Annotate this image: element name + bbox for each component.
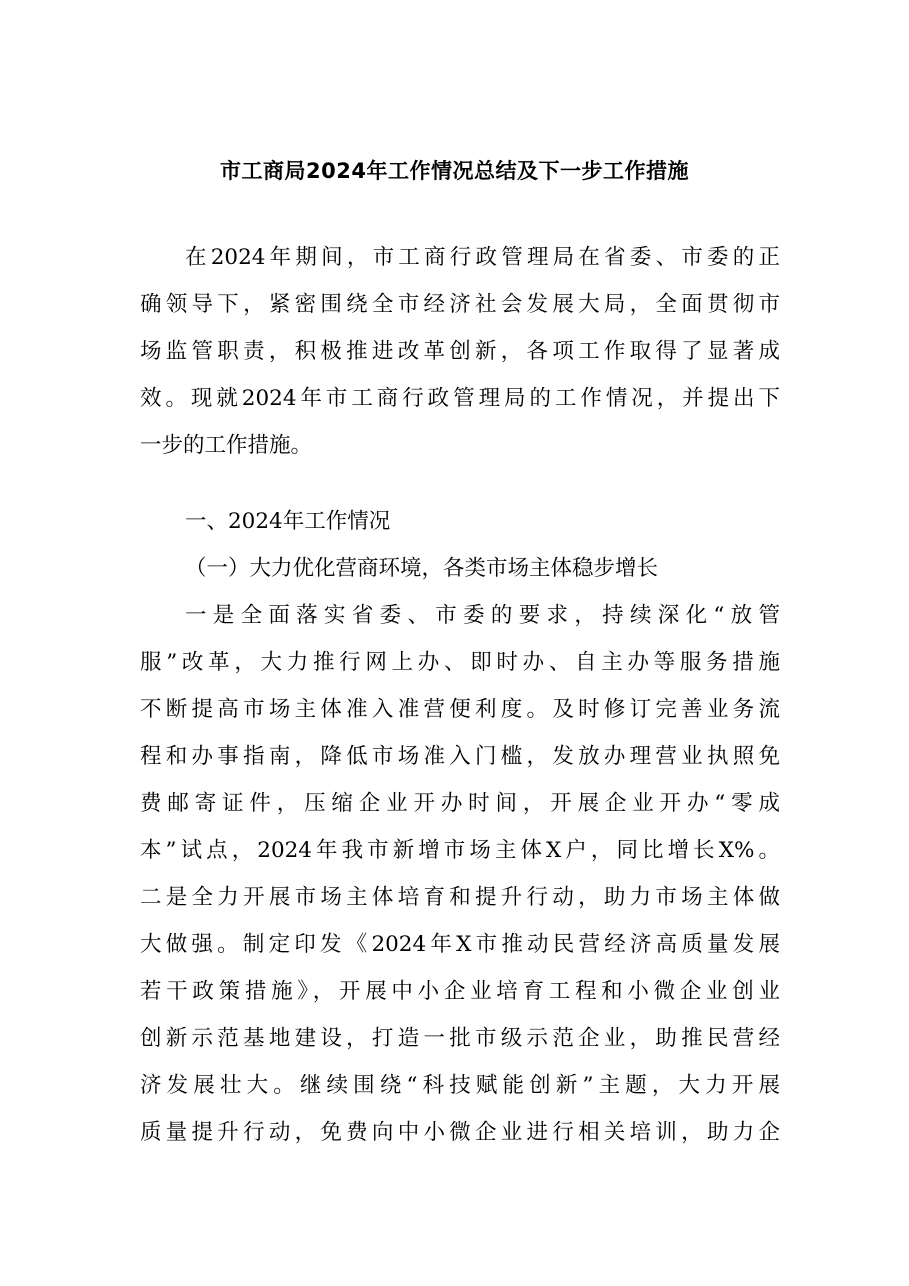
body-line: 质量提升行动，免费向中小微企业进行相关培训，助力企 [140, 1120, 780, 1145]
document-title: 市工商局2024年工作情况总结及下一步工作措施 [220, 159, 689, 183]
body-line: 服”改革，大力推行网上办、即时办、自主办等服务措施 [140, 650, 780, 675]
subsection-heading: （一）大力优化营商环境，各类市场主体稳步增长 [185, 556, 659, 581]
body-line: 一步的工作措施。 [140, 433, 313, 458]
body-line: 费邮寄证件，压缩企业开办时间，开展企业开办“零成 [140, 791, 780, 816]
body-line: 创新示范基地建设，打造一批市级示范企业，助推民营经 [140, 1026, 780, 1051]
body-line: 效。现就2024年市工商行政管理局的工作情况，并提出下 [140, 386, 780, 411]
body-line: 大做强。制定印发《2024年X市推动民营经济高质量发展 [140, 932, 780, 957]
body-line: 济发展壮大。继续围绕“科技赋能创新”主题，大力开展 [140, 1073, 780, 1098]
body-line: 本”试点，2024年我市新增市场主体X户，同比增长X%。 [140, 838, 780, 863]
section-heading: 一、2024年工作情况 [185, 509, 391, 534]
body-line: 场监管职责，积极推进改革创新，各项工作取得了显著成 [140, 339, 780, 364]
body-line: 确领导下，紧密围绕全市经济社会发展大局，全面贯彻市 [140, 292, 780, 317]
body-line: 程和办事指南，降低市场准入门槛，发放办理营业执照免 [140, 744, 780, 769]
body-line: 在2024年期间，市工商行政管理局在省委、市委的正 [185, 245, 780, 270]
body-line: 不断提高市场主体准入准营便利度。及时修订完善业务流 [140, 697, 780, 722]
body-line: 一是全面落实省委、市委的要求，持续深化“放管 [185, 603, 780, 628]
body-line: 若干政策措施》，开展中小企业培育工程和小微企业创业 [140, 979, 780, 1004]
body-line: 二是全力开展市场主体培育和提升行动，助力市场主体做 [140, 885, 780, 910]
